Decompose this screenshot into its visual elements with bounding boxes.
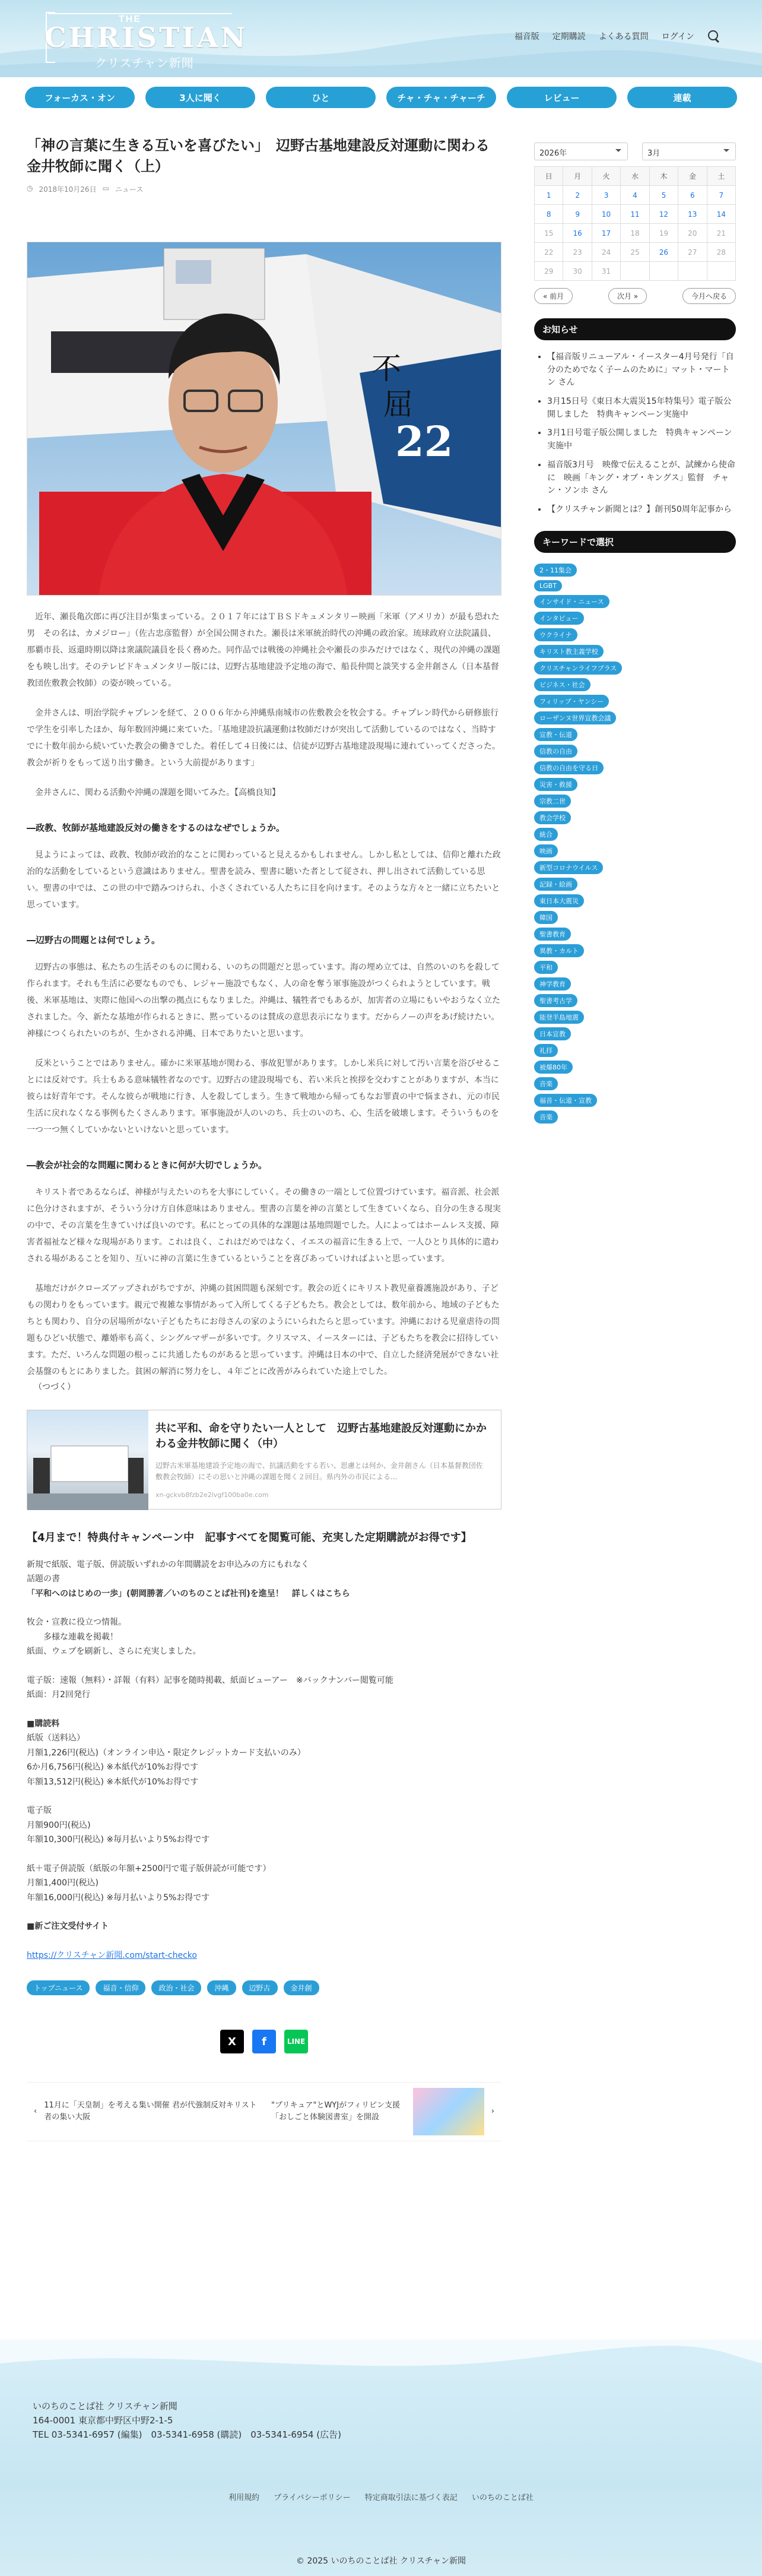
calendar-day: 20 — [678, 224, 707, 243]
keyword-tag[interactable]: 音楽 — [534, 1110, 558, 1124]
campaign-line: 牧会・宣教に役立つ情報。 — [27, 1618, 126, 1628]
copyright: © 2025 いのちのことば社 クリスチャン新聞 — [296, 2556, 466, 2566]
this-month-button[interactable]: 今月へ戻る — [682, 288, 736, 304]
weekday-label: 月 — [563, 167, 592, 186]
campaign-line: 月額900円(税込) — [27, 1820, 91, 1830]
calendar-day[interactable]: 10 — [592, 205, 620, 224]
news-list — [534, 351, 736, 517]
weekday-label: 火 — [592, 167, 620, 186]
news-item[interactable]: • 【クリスチャン新聞とは？】創刊50周年記事から — [547, 504, 736, 517]
calendar-day[interactable]: 2 — [563, 186, 592, 205]
campaign-line: 紙＋電子併読版（紙版の年額+2500円で電子版併読が可能です） — [27, 1863, 271, 1874]
related-excerpt: 辺野古米軍基地建設予定地の海で、抗議活動をする若い、思慮とは何か、金井創さん（日本基督教団佐敷教会牧師）にその思いと沖縄の課題を聞く２回目。県内外の市民による... — [155, 1461, 483, 1482]
calendar-day[interactable]: 1 — [535, 186, 563, 205]
article-meta — [27, 184, 501, 194]
campaign-line: 多様な連載を掲載！ — [27, 1632, 118, 1642]
logo-sub: クリスチャン新聞 — [95, 56, 194, 70]
calendar-day[interactable]: 26 — [649, 243, 678, 262]
nav-subscription[interactable]: 定期購読 — [552, 32, 586, 42]
nav-faq[interactable]: よくある質問 — [598, 32, 649, 42]
calendar-day[interactable]: 4 — [621, 186, 649, 205]
prev-post-title: 11月に「天皇制」を考える集い開催 君が代強制反対キリスト者の集い大阪 — [44, 2100, 257, 2122]
question-heading: ―政教、牧師が基地建設反対の働きをするのはなぜでしょうか。 — [27, 822, 285, 833]
campaign-line: 年額13,512円(税込) ※本紙代が10%お得です — [27, 1777, 199, 1787]
weekday-label: 土 — [707, 167, 735, 186]
keyword-tag[interactable]: 平和 — [534, 961, 558, 974]
calendar-day[interactable]: 11 — [621, 205, 649, 224]
keyword-tag[interactable]: 宗教二世 — [534, 795, 571, 808]
calendar-day: 21 — [707, 224, 735, 243]
sidebar — [534, 143, 736, 1124]
spacer — [27, 1847, 501, 1862]
weekday-label: 水 — [621, 167, 649, 186]
keyword-tag[interactable]: LGBT — [534, 580, 562, 591]
campaign-line: 話題の書 — [27, 1574, 60, 1584]
order-site-link[interactable]: https://クリスチャン新聞.com/start-checko — [27, 1950, 197, 1960]
related-url: xn-gckvb8fzb2e2lvgf100ba0e.com — [155, 1491, 269, 1499]
calendar-day[interactable]: 14 — [707, 205, 735, 224]
question-heading: ―辺野古の問題とは何でしょう。 — [27, 934, 161, 945]
weekday-label: 日 — [535, 167, 563, 186]
news-item[interactable]: • 福音版3月号 映像で伝えることが、試練から使命に 映画「キング・オブ・キングス」監督 チャン・ソンホ さん — [547, 459, 736, 498]
calendar-day — [621, 262, 649, 281]
article-paragraph: 金井さんに、関わる活動や沖縄の課題を聞いてみた。【高橋良知】 — [35, 787, 280, 798]
prev-post-link[interactable] — [27, 2083, 264, 2141]
next-post-title: "プリキュア"とWYJがフィリピン支援「おしごと体験図書室」を開設 — [271, 2100, 401, 2122]
hero-photo — [27, 242, 501, 596]
article-main — [27, 135, 501, 2141]
calendar-day[interactable]: 6 — [678, 186, 707, 205]
category-nav — [25, 87, 737, 108]
spacer — [27, 1601, 501, 1615]
tag-item[interactable]: 沖縄 — [207, 1980, 236, 1995]
campaign-line: 紙面：月2回発行 — [27, 1690, 90, 1700]
article-paragraph: 金井さんは、明治学院チャプレンを経て、２００６年から沖縄県南城市の佐敷教会を牧会する。チャプレン時代から研修旅行で学生を引率したほか、毎年数回沖縄に来ていた。「基地建設抗議運動は牧師だけが突出して活動しているのではなく、当時すでに十数年前から続いていた教会の働きでした。着任して４日後には、信徒が辺野古基地建設現場に連れていってくださった。教会が祈りをもって送り出す働き。という大前提があります」 — [27, 708, 500, 768]
keyword-tag[interactable]: 礼拝 — [534, 1044, 558, 1057]
article-paragraph: キリスト者であるならば、神様が与えたいのちを大事にしていく。その働きの一端として位置づけています。福音派、社会派に色分けされますが、そういう分け方自体意味はありません。聖書の言葉を神の言葉として生きていくなら、自分の生きる現実の中で、その言葉を生きていけば良いのです。私にとっての具体的な課題は基地問題でした。人によってはホームレス支援、障害者福祉など様々な現場があります。これは良く、これはだめではなく、イエスの福音に生きる上で、一人ひとり具体的に遣わされる場があることを知り、互いに神の言葉に生きているということを喜びあっていければよいと思っています。 — [27, 1187, 501, 1264]
footer-links — [0, 2491, 762, 2502]
keyword-tag[interactable]: インタビュー — [534, 612, 584, 625]
spacer — [27, 1659, 501, 1673]
cat-cha-church[interactable]: チャ・チャ・チャーチ — [386, 87, 496, 108]
campaign-line: 紙版（送料込） — [27, 1733, 85, 1743]
related-thumbnail — [27, 1410, 148, 1510]
keyword-tag[interactable]: 異教・カルト — [534, 944, 584, 957]
calendar-day: 29 — [535, 262, 563, 281]
cat-review[interactable]: レビュー — [507, 87, 617, 108]
calendar-day: 18 — [621, 224, 649, 243]
tag-item[interactable]: 福音・信仰 — [96, 1980, 145, 1995]
article-title: 「神の言葉に生きる互いを喜びたい」 辺野古基地建設反対運動に関わる金井牧師に聞く（上） — [27, 137, 490, 175]
calendar-day: 19 — [649, 224, 678, 243]
campaign-line: 月額1,226円(税込)（オンライン申込・限定クレジットカード支払いのみ） — [27, 1748, 306, 1758]
calendar-day: 28 — [707, 243, 735, 262]
spacer — [27, 1905, 501, 1919]
campaign-box — [27, 1530, 501, 1963]
weekday-label: 木 — [649, 167, 678, 186]
x-share-icon[interactable]: X — [220, 2030, 244, 2053]
calendar-day[interactable]: 9 — [563, 205, 592, 224]
related-article-card[interactable] — [27, 1410, 501, 1509]
keyword-tag[interactable]: インサイド・ニュース — [534, 595, 609, 608]
tag-item[interactable]: 金井創 — [284, 1980, 319, 1995]
keyword-tag[interactable]: 宣教・伝道 — [534, 728, 577, 741]
calendar-day: 27 — [678, 243, 707, 262]
tag-item[interactable]: 辺野古 — [242, 1980, 278, 1995]
share-buttons — [27, 2030, 501, 2053]
logo-main: CHRISTIAN — [45, 21, 248, 53]
footer-link-privacy[interactable]: プライバシーポリシー — [274, 2493, 351, 2502]
nav-fukuinban[interactable]: 福音版 — [514, 32, 539, 42]
question-heading: ―教会が社会的な問題に関わるときに何が大切でしょうか。 — [27, 1159, 268, 1170]
keyword-tag[interactable]: 信教の自由を守る日 — [534, 761, 604, 774]
tag-item[interactable]: 政治・社会 — [151, 1980, 201, 1995]
article-paragraph: 反米ということではありません。確かに米軍基地が関わる、事故犯罪があります。しかし米兵に対して汚い言葉を浴びせることには反対です。兵士もある意味犠牲者なのです。辺野古の建設現場でも、若い米兵と挨拶を交わすことがありますが、本当に彼らは好青年です。そんな彼らが戦地に行き、人を殺してしまう。生きて戦地から帰ってもなお罪責の中で悩まされ、元の市民生活に戻れなくなる事例もたくさんあります。軍事施設が人のいのち、兵士のいのち、心、生活を破壊します。そういうものを一つ一つ無くしていかないといけないと思っています。 — [27, 1058, 500, 1135]
keyword-tag[interactable]: 記録・絵画 — [534, 878, 577, 891]
campaign-line: ■購読料 — [27, 1719, 60, 1729]
calendar — [534, 166, 736, 281]
site-header — [0, 0, 762, 77]
campaign-line: 月額1,400円(税込) — [27, 1878, 99, 1888]
calendar-day — [649, 262, 678, 281]
campaign-line: ■新ご注文受付サイト — [27, 1922, 109, 1932]
keyword-tag[interactable]: 災害・救援 — [534, 778, 577, 791]
keyword-tag[interactable]: 新型コロナウイルス — [534, 861, 603, 874]
keyword-heading: キーワードで選択 — [534, 531, 736, 553]
cat-three-people[interactable]: 3人に聞く — [145, 87, 255, 108]
keyword-tag[interactable]: フィリップ・ヤンシー — [534, 695, 609, 708]
calendar-day: 23 — [563, 243, 592, 262]
hero-photo-illustration — [27, 242, 501, 596]
next-post-thumbnail — [413, 2088, 484, 2135]
calendar-selectors — [534, 143, 736, 160]
calendar-day: 30 — [563, 262, 592, 281]
search-icon[interactable] — [707, 30, 720, 43]
cat-hito[interactable]: ひと — [266, 87, 376, 108]
next-month-button[interactable]: 次月 » — [608, 288, 647, 304]
footer-org: いのちのことば社 クリスチャン新聞 — [33, 2401, 177, 2412]
top-nav — [515, 30, 720, 43]
keyword-tag[interactable]: 聖書教育 — [534, 928, 571, 941]
keyword-tag[interactable]: ローザンヌ世界宣教会議 — [534, 711, 616, 724]
calendar-nav — [534, 288, 736, 304]
tag-item[interactable]: トップニュース — [27, 1980, 90, 1995]
chevron-right-icon: › — [491, 2106, 494, 2116]
prev-month-button[interactable]: « 前月 — [534, 288, 573, 304]
keyword-tag[interactable]: 聖書考古学 — [534, 994, 577, 1007]
cat-rensai[interactable]: 連載 — [627, 87, 737, 108]
news-item[interactable]: • 【福音版リニューアル・イースター4月号発行「自分のためでなく子ームのために」マット・マートン さん — [547, 351, 736, 390]
footer-link-terms[interactable]: 利用規約 — [228, 2493, 260, 2502]
svg-text:屈: 屈 — [383, 387, 413, 422]
campaign-line: 年額10,300円(税込) ※毎月払いより5%お得です — [27, 1835, 210, 1845]
news-item[interactable]: • 3月1日号電子版公開しました 特典キャンペーン実施中 — [547, 427, 736, 452]
keyword-tag[interactable]: 2・11集会 — [534, 564, 577, 577]
keyword-tag[interactable]: 音楽 — [534, 1077, 558, 1090]
article-paragraph: 辺野古の事態は、私たちの生活そのものに関わる、いのちの問題だと思っています。海の埋め立ては、自然のいのちを殺して作られます。それも生活に必要なものでも、レジャー施設でもなく、人の命を奪う軍事施設がつくられようとしています。戦後、米軍基地は、実際に他国への出撃の拠点にもなりました。沖縄は、犠牲者でもあるが、加害者の立場にもいやおうなく立たされました。今、新たな基地が作られるときに、黙っているのは賛成の意思表示になります。だからノーの声をあげ続けたい。神様につくられたいのちが、生かされる沖縄、日本でありたいと思います。 — [27, 962, 500, 1039]
footer-link-publisher[interactable]: いのちのことば社 — [471, 2493, 534, 2502]
campaign-book-link[interactable]: 「平和へのはじめの一歩」(朝岡勝著／いのちのことば社刊)を進呈！ 詳しくはこちら — [27, 1588, 350, 1599]
calendar-day[interactable]: 12 — [649, 205, 678, 224]
month-select[interactable]: 3月 — [642, 143, 736, 160]
campaign-line: 電子版 — [27, 1806, 52, 1816]
facebook-share-icon[interactable]: f — [252, 2030, 276, 2053]
article-paragraph: 近年、瀬長亀次郎に再び注目が集まっている。２０１７年にはＴＢＳドキュメンタリー映画「米軍（アメリカ）が最も恐れた男 その名は、カメジロー」（佐古忠彦監督）が全国公開された。瀬長は米軍統治時代の沖縄の政治家。琉球政府立法院議員、那覇市長、返還時期以降は衆議院議員を長く務めた。同作品では戦後の沖縄社会や瀬長の歩みだけではなく、現代の沖縄の課題をも映し出す。そのテレビドキュメンタリー版には、辺野古基地建設予定地の海で、船長仲間と談笑する金井創さん（日本基督教団佐敷教会牧師）の姿が映っている。 — [27, 612, 500, 688]
related-thumb-illustration — [27, 1410, 148, 1510]
calendar-day[interactable]: 5 — [649, 186, 678, 205]
campaign-line: 紙面、ウェブを刷新し、さらに充実しました。 — [27, 1647, 201, 1657]
campaign-title: 【4月まで！特典付キャンペーン中 記事すべてを閲覧可能、充実した定期購読がお得です】 — [27, 1531, 472, 1545]
footer-tel: TEL 03-5341-6957 (編集) 03-5341-6958 (購読) 03-5341-6954 (広告) — [33, 2429, 341, 2440]
chevron-left-icon: ‹ — [34, 2106, 37, 2116]
keyword-list — [534, 564, 736, 1124]
keyword-tag[interactable]: 統合 — [534, 828, 558, 841]
calendar-day: 24 — [592, 243, 620, 262]
campaign-line: 年額16,000円(税込) ※毎月払いより5%お得です — [27, 1893, 210, 1903]
calendar-day[interactable]: 17 — [592, 224, 620, 243]
keyword-tag[interactable]: ウクライナ — [534, 628, 577, 641]
logo-the: THE — [119, 14, 141, 24]
svg-text:22: 22 — [395, 416, 453, 466]
clock-icon: ◷ — [27, 183, 33, 192]
footer-address — [33, 2399, 341, 2442]
footer-postal: 164-0001 東京都中野区中野2-1-5 — [33, 2415, 173, 2426]
keyword-tag[interactable]: 福音・伝道・宣教 — [534, 1094, 597, 1107]
keyword-tag[interactable]: 教会学校 — [534, 811, 571, 824]
keyword-tag[interactable]: クリスチャンライフプラス — [534, 662, 622, 675]
calendar-day: 15 — [535, 224, 563, 243]
campaign-line: 6か月6,756円(税込) ※本紙代が10%お得です — [27, 1762, 199, 1773]
keyword-tag[interactable]: ビジネス・社会 — [534, 678, 590, 691]
calendar-day: 31 — [592, 262, 620, 281]
related-title: 共に平和、命を守りたい一人として 辺野古基地建設反対運動にかかわる金井牧師に聞く（中） — [155, 1422, 487, 1451]
cat-focus-on[interactable]: フォーカス・オン — [25, 87, 135, 108]
year-select[interactable]: 2026年 — [534, 143, 628, 160]
keyword-tag[interactable]: キリスト教主義学校 — [534, 645, 604, 658]
article-paragraph: 基地だけがクローズアップされがちですが、沖縄の貧困問題も深刻です。教会の近くにキリスト教児童養護施設があり、子どもの関わりをもっています。親元で複雑な事情があって入所してくる子どもたち。教会としては、数年前から、地域の子どもたちとも関わり、自分の居場所がない子どもたちにお母さんの家のようにいられたらと思っています。沖縄における児童虐待の問題もひどい状態で、離婚率も高く、シングルマザーが多いです。クリスマス、イースターには、子どもたちを教会に招待しています。ただ、いろんな問題の根っこに共通したものがあると思っています。沖縄は日本の中で、自立した経済発展ができない社会基盤のもとにありました。貧困の解消に努力をし、４年ごとに改善がみられていた途上でした。 — [27, 1283, 500, 1376]
svg-text:不: 不 — [372, 351, 401, 386]
next-post-link[interactable] — [264, 2083, 501, 2141]
keyword-tag[interactable]: 東日本大震災 — [534, 894, 584, 907]
footer-wave-decoration — [0, 2340, 762, 2576]
calendar-day[interactable]: 13 — [678, 205, 707, 224]
calendar-day: 22 — [535, 243, 563, 262]
keyword-tag[interactable]: 被爆80年 — [534, 1061, 573, 1074]
weekday-label: 金 — [678, 167, 707, 186]
line-share-icon[interactable]: LINE — [284, 2030, 308, 2053]
article-paragraph: 見ようによっては、政教、牧師が政治的なことに関わっていると見えるかもしれません。しかし私としては、信仰と離れた政治的な活動をしているという意識はありません。聖書を読み、聖書に聴いた者として従され、押し出されて活動している思い。聖書の中では、この世の中で踏みつけられ、小さくされている人たちに目を向けます。そのような方々と一緒に立ちたいと思っています。 — [27, 850, 501, 910]
calendar-day: 25 — [621, 243, 649, 262]
footer-link-commerce[interactable]: 特定商取引法に基づく表記 — [364, 2493, 458, 2502]
calendar-day[interactable]: 3 — [592, 186, 620, 205]
nav-login[interactable]: ログイン — [661, 32, 694, 42]
site-footer — [0, 2340, 762, 2576]
keyword-tag[interactable]: 日本宣教 — [534, 1027, 571, 1040]
keyword-tag[interactable]: 能登半島地震 — [534, 1011, 584, 1024]
news-item[interactable]: • 3月15日号《東日本大震災15年特集号》電子版公開しました 特典キャンペーン実施中 — [547, 395, 736, 421]
spacer — [27, 1702, 501, 1717]
article-category[interactable]: ニュース — [115, 185, 144, 194]
keyword-tag[interactable]: 信教の自由 — [534, 745, 577, 758]
spacer — [27, 1789, 501, 1803]
calendar-day — [678, 262, 707, 281]
article-date: 2018年10月26日 — [39, 185, 97, 194]
news-heading: お知らせ — [534, 318, 736, 340]
to-be-continued: （つづく） — [34, 1382, 75, 1392]
calendar-day[interactable]: 8 — [535, 205, 563, 224]
tag-list — [27, 1980, 501, 1995]
keyword-tag[interactable]: 映画 — [534, 844, 558, 857]
post-navigation — [27, 2082, 501, 2141]
campaign-line: 電子版：速報（無料）・詳報（有料）記事を随時掲載、紙面ビューアー ※バックナンバー閲覧可能 — [27, 1675, 393, 1685]
calendar-day — [707, 262, 735, 281]
spacer — [27, 1934, 501, 1948]
keyword-tag[interactable]: 韓国 — [534, 911, 558, 924]
campaign-line: 新規で紙版、電子版、併読版いずれかの年間購読をお申込みの方にもれなく — [27, 1559, 309, 1569]
keyword-tag[interactable]: 神学教育 — [534, 977, 571, 990]
calendar-day[interactable]: 7 — [707, 186, 735, 205]
folder-icon: ▭ — [102, 183, 109, 192]
site-logo[interactable] — [45, 8, 248, 70]
calendar-day[interactable]: 16 — [563, 224, 592, 243]
